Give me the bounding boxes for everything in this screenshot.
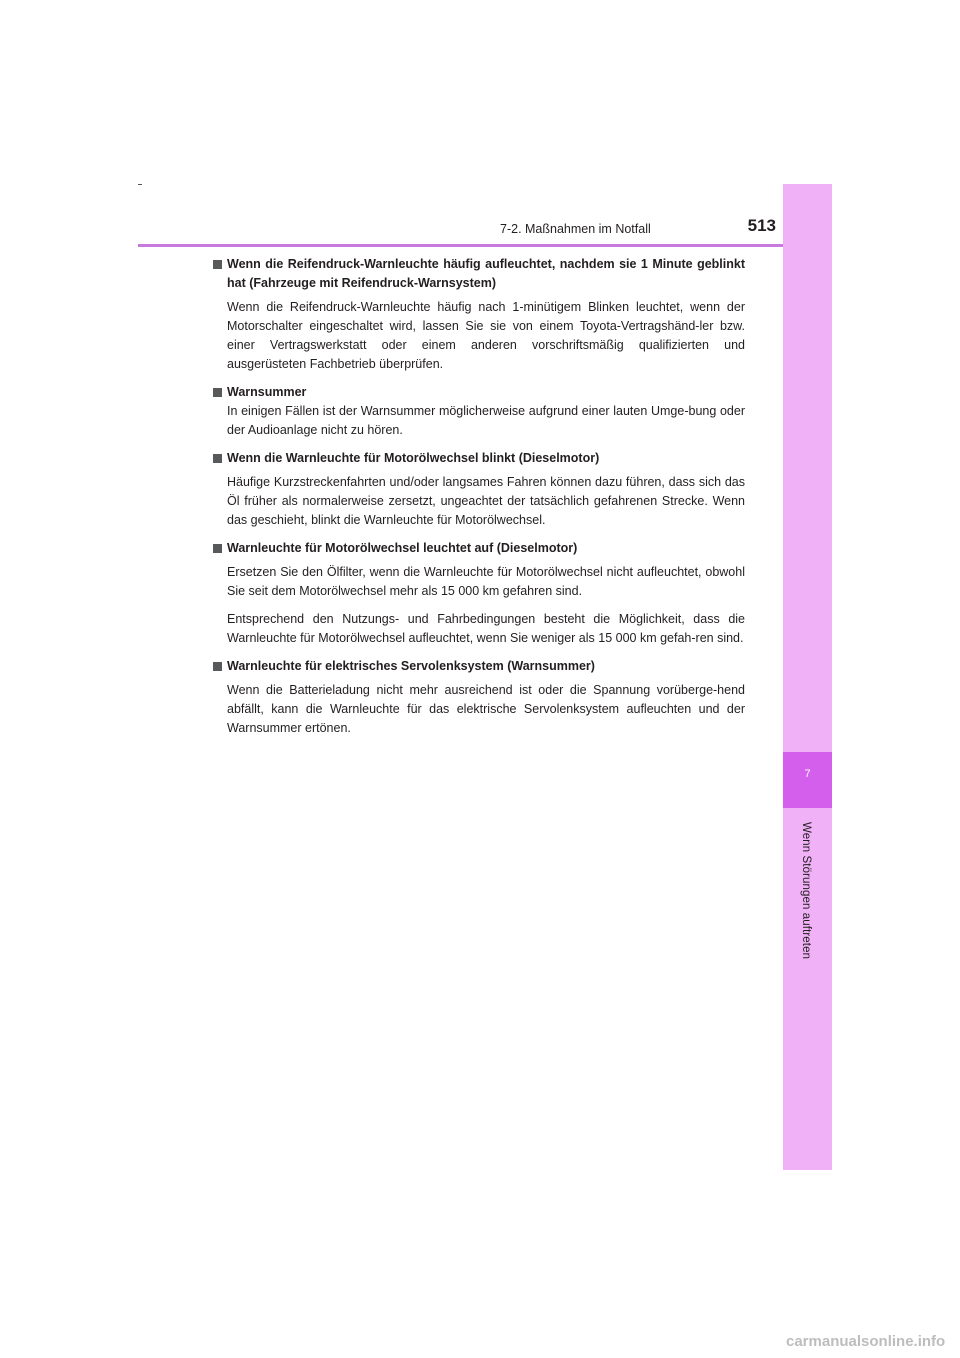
chapter-number-marker: [783, 752, 832, 808]
section-oil-change-blinks: [212, 449, 745, 530]
chapter-side-tab: [783, 184, 832, 1170]
footer-watermark: carmanualsonline.info: [786, 1333, 946, 1350]
crop-mark: [138, 184, 142, 185]
page-number: 513: [747, 216, 776, 235]
heading-text: Wenn die Warnleuchte für Motorölwechsel blinkt (Dieselmotor): [227, 451, 600, 465]
paragraph: In einigen Fällen ist der Warnsummer möglicherweise aufgrund einer lauten Umge-bung oder der Audioanlage nicht zu hören.: [227, 404, 745, 437]
paragraph: Entsprechend den Nutzungs- und Fahrbedingungen besteht die Möglichkeit, dass die Warnleuchte für Motorölwechsel aufleuchtet, wenn Sie weniger als 15 000 km gefah-ren sind.: [227, 612, 745, 645]
section-heading: [212, 539, 745, 558]
section-heading: [212, 255, 745, 293]
paragraph: Wenn die Reifendruck-Warnleuchte häufig nach 1-minütigem Blinken leuchtet, wenn der Motorschalter eingeschaltet wird, lassen Sie sie von einem Toyota-Vertragshänd-ler bzw. einer Vertragswerkstatt oder einem anderen vorschriftsmäßig qualifizierten und ausgerüsteten Fachbetrieb überprüfen.: [227, 300, 745, 371]
square-bullet-icon: [213, 388, 222, 397]
square-bullet-icon: [213, 662, 222, 671]
section-power-steering-warning: [212, 657, 745, 738]
section-warning-buzzer: [212, 383, 745, 440]
heading-text: Warnleuchte für Motorölwechsel leuchtet auf (Dieselmotor): [227, 541, 578, 555]
chapter-number: 7: [804, 768, 811, 780]
paragraph: Wenn die Batterieladung nicht mehr ausreichend ist oder die Spannung vorüberge-hend abfällt, kann die Warnleuchte für das elektrische Servolenksystem aufleuchten und der Warnsummer ertönen.: [227, 683, 745, 735]
chapter-title: Wenn Störungen auftreten: [800, 822, 812, 960]
heading-text: Warnsummer: [227, 385, 307, 399]
square-bullet-icon: [213, 544, 222, 553]
section-heading: [212, 383, 745, 402]
paragraph: Ersetzen Sie den Ölfilter, wenn die Warnleuchte für Motorölwechsel nicht aufleuchtet, obwohl Sie seit dem Motorölwechsel mehr als 15 000 km gefahren sind.: [227, 565, 745, 598]
heading-text: Wenn die Reifendruck-Warnleuchte häufig aufleuchtet, nachdem sie 1 Minute geblinkt hat (Fahrzeuge mit Reifendruck-Warnsystem): [227, 257, 745, 290]
header-section-title: 7-2. Maßnahmen im Notfall: [500, 222, 651, 236]
paragraph: Häufige Kurzstreckenfahrten und/oder langsames Fahren können dazu führen, dass sich das Öl früher als normalerweise zersetzt, ungeachtet der tatsächlich gefahrenen Strecke. Wenn das geschieht, blinkt die Warnleuchte für Motorölwechsel.: [227, 475, 745, 527]
header-rule: [138, 244, 832, 247]
section-heading: [212, 657, 745, 676]
section-heading: [212, 449, 745, 468]
main-content: [212, 255, 745, 747]
section-oil-change-lights: [212, 539, 745, 648]
section-tire-pressure-warning: [212, 255, 745, 374]
square-bullet-icon: [213, 260, 222, 269]
heading-text: Warnleuchte für elektrisches Servolenksystem (Warnsummer): [227, 659, 595, 673]
square-bullet-icon: [213, 454, 222, 463]
